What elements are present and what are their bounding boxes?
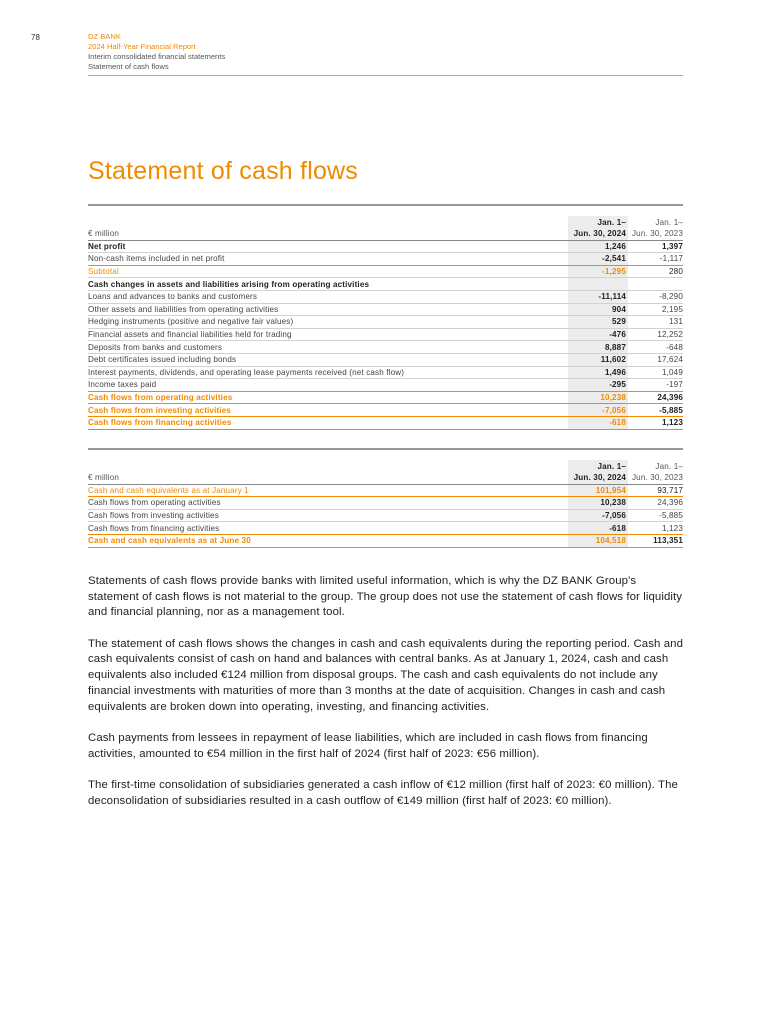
col-2024-top: Jan. 1– (568, 216, 628, 228)
table-row (88, 290, 683, 303)
row-label: Subtotal (88, 265, 568, 278)
row-label: Cash flows from operating activities (88, 497, 568, 510)
cash-flow-table (88, 216, 683, 430)
cash-equivalents-table (88, 460, 683, 548)
header-spacer (88, 216, 568, 228)
value-2023: 17,624 (628, 353, 683, 366)
value-2023: 24,396 (628, 391, 683, 404)
value-2023: -5,885 (628, 404, 683, 417)
col-2024-bottom: Jun. 30, 2024 (568, 472, 628, 484)
value-2024: 104,518 (568, 534, 628, 547)
table-row-total (88, 534, 683, 547)
col-2023-top: Jan. 1– (655, 217, 683, 227)
row-label: Cash changes in assets and liabilities arising from operating activities (88, 278, 568, 291)
page-title: Statement of cash flows (88, 156, 359, 185)
row-label: Other assets and liabilities from operating activities (88, 303, 568, 316)
value-2023: 131 (628, 316, 683, 329)
page-number: 78 (31, 33, 40, 42)
table-row (88, 366, 683, 379)
paragraph: Cash payments from lessees in repayment of lease liabilities, which are included in cash flows from financing activities, amounted to €54 million in the first half of 2024 (first half of 2023: €56 million). (88, 731, 648, 760)
value-2024: 529 (568, 316, 628, 329)
table-row (88, 316, 683, 329)
table-row (88, 379, 683, 392)
unit-label: € million (88, 228, 568, 240)
running-head-subsection: Statement of cash flows (88, 62, 169, 71)
table-row (88, 497, 683, 510)
row-label: Non-cash items included in net profit (88, 253, 568, 266)
table2-top-rule (88, 448, 683, 450)
table-row (88, 353, 683, 366)
table-row (88, 253, 683, 266)
row-label: Cash and cash equivalents as at January 1 (88, 484, 568, 497)
row-label: Hedging instruments (positive and negative fair values) (88, 316, 568, 329)
paragraph: The first-time consolidation of subsidiaries generated a cash inflow of €12 million (first half of 2023: €0 million). The deconsolidation of subsidiaries resulted in a cash outflow of €149 million (first half of 2023: €0 million). (88, 778, 678, 807)
row-label: Deposits from banks and customers (88, 341, 568, 354)
body-text (88, 574, 686, 825)
table-row (88, 328, 683, 341)
running-head-company: DZ BANK (88, 32, 121, 41)
paragraph: The statement of cash flows shows the changes in cash and cash equivalents during the reporting period. Cash and cash equivalents consist of cash on hand and balances with central banks. As at January 1, 2024, cash and cash equivalents also included €124 million from disposal groups. The cash and cash equivalents do not include any financial investments with maturities of more than 3 months at the date of acquisition. Changes in cash and cash equivalents are broken down into operating, investing, and financing activities. (88, 637, 684, 713)
running-head-section: Interim consolidated financial statements (88, 52, 226, 61)
value-2023: 1,123 (628, 522, 683, 535)
row-label: Loans and advances to banks and customers (88, 290, 568, 303)
value-2024: -476 (568, 328, 628, 341)
value-2023: 2,195 (628, 303, 683, 316)
row-label: Debt certificates issued including bonds (88, 353, 568, 366)
value-2024: 904 (568, 303, 628, 316)
table-row (88, 341, 683, 354)
table-row-section-heading (88, 278, 683, 291)
row-label: Cash flows from operating activities (88, 391, 568, 404)
value-2023: 113,351 (628, 534, 683, 547)
value-2023 (628, 278, 683, 291)
value-2024: 11,602 (568, 353, 628, 366)
value-2023: 1,397 (628, 240, 683, 253)
table-row (88, 509, 683, 522)
header-divider (88, 75, 683, 76)
value-2024: 10,238 (568, 497, 628, 510)
value-2023: 12,252 (628, 328, 683, 341)
value-2024: -295 (568, 379, 628, 392)
value-2024: -618 (568, 522, 628, 535)
value-2023: 1,123 (628, 416, 683, 429)
value-2024: 8,887 (568, 341, 628, 354)
col-2024-bottom: Jun. 30, 2024 (568, 228, 628, 240)
value-2023: -648 (628, 341, 683, 354)
paragraph: Statements of cash flows provide banks with limited useful information, which is why the DZ BANK Group's statement of cash flows is not material to the group. The group does not use the statement of cash flows for liquidity and financial planning, nor as a management tool. (88, 575, 683, 619)
running-head (88, 32, 225, 72)
row-label: Cash flows from financing activities (88, 522, 568, 535)
value-2023: 1,049 (628, 366, 683, 379)
table1-top-rule (88, 204, 683, 206)
row-label: Income taxes paid (88, 379, 568, 392)
table-row-total (88, 404, 683, 417)
row-label: Interest payments, dividends, and operating lease payments received (net cash flow) (88, 366, 568, 379)
row-label: Cash flows from investing activities (88, 404, 568, 417)
value-2023: 280 (628, 265, 683, 278)
col-2024-top: Jan. 1– (568, 460, 628, 472)
value-2024: -618 (568, 416, 628, 429)
running-head-report: 2024 Half-Year Financial Report (88, 42, 196, 51)
value-2024: 10,238 (568, 391, 628, 404)
value-2023: -5,885 (628, 509, 683, 522)
value-2024: -7,056 (568, 404, 628, 417)
row-label: Cash and cash equivalents as at June 30 (88, 534, 568, 547)
table-row (88, 522, 683, 535)
row-label: Cash flows from investing activities (88, 509, 568, 522)
table-row (88, 484, 683, 497)
table-row (88, 265, 683, 278)
row-label: Financial assets and financial liabilities held for trading (88, 328, 568, 341)
table-row (88, 303, 683, 316)
value-2024: 1,496 (568, 366, 628, 379)
value-2023: 24,396 (628, 497, 683, 510)
value-2024: -1,295 (568, 265, 628, 278)
row-label: Cash flows from financing activities (88, 416, 568, 429)
col-2023-bottom: Jun. 30, 2023 (628, 228, 683, 240)
value-2024: 1,246 (568, 240, 628, 253)
header-spacer (88, 460, 568, 472)
value-2023: 93,717 (628, 484, 683, 497)
value-2023: -1,117 (628, 253, 683, 266)
value-2024 (568, 278, 628, 291)
col-2023-top: Jan. 1– (655, 461, 683, 471)
table-row (88, 240, 683, 253)
unit-label: € million (88, 472, 568, 484)
value-2024: -2,541 (568, 253, 628, 266)
value-2023: -8,290 (628, 290, 683, 303)
value-2023: -197 (628, 379, 683, 392)
value-2024: -11,114 (568, 290, 628, 303)
value-2024: 101,954 (568, 484, 628, 497)
table-row-total (88, 416, 683, 429)
row-label: Net profit (88, 240, 568, 253)
col-2023-bottom: Jun. 30, 2023 (628, 472, 683, 484)
table-row-total (88, 391, 683, 404)
value-2024: -7,056 (568, 509, 628, 522)
